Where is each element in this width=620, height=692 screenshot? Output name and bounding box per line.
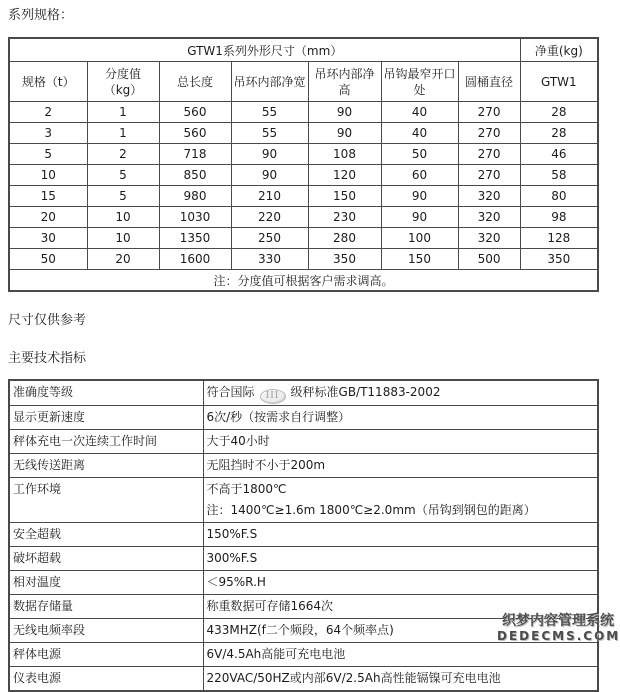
- tech-label: 无线电频率段: [9, 619, 203, 643]
- dims-cell: 150: [308, 186, 381, 207]
- dims-cell: 108: [308, 144, 381, 165]
- tech-value: [203, 523, 598, 547]
- tech-value-line: 6次/秒（按需求自行调整）: [206, 410, 351, 424]
- dims-row: [9, 207, 598, 228]
- dims-cell: 58: [520, 165, 598, 186]
- dims-cell: 28: [520, 123, 598, 144]
- tech-value-prefix: 符合国际: [206, 385, 255, 399]
- tech-row: [9, 571, 598, 595]
- dims-cell: 40: [381, 123, 458, 144]
- dims-cell: 230: [308, 207, 381, 228]
- dims-row: [9, 186, 598, 207]
- tech-row: [9, 406, 598, 430]
- tech-value: [203, 547, 598, 571]
- tech-value-line: 300%F.S: [206, 551, 258, 565]
- tech-row: [9, 643, 598, 667]
- tech-label: 安全超载: [9, 523, 203, 547]
- watermark-line1: 织梦内容管理系统: [502, 613, 614, 629]
- dims-cell: 320: [458, 207, 520, 228]
- dims-col-header: GTW1: [520, 62, 598, 102]
- dims-cell: 500: [458, 249, 520, 270]
- tech-value-line: 称重数据可存储1664次: [206, 599, 334, 613]
- dims-cell: 2: [9, 102, 87, 123]
- dims-cell: 320: [458, 228, 520, 249]
- dims-cell: 980: [159, 186, 231, 207]
- tech-value: [203, 667, 598, 692]
- dims-col-header: 吊钩最窄开口处: [381, 62, 458, 102]
- tech-label: 无线传送距离: [9, 454, 203, 478]
- dims-cell: 55: [231, 102, 308, 123]
- dims-cell: 20: [87, 249, 159, 270]
- dims-cell: 320: [458, 186, 520, 207]
- dims-row: [9, 102, 598, 123]
- dims-row: [9, 249, 598, 270]
- tech-row: [9, 430, 598, 454]
- dims-cell: 270: [458, 123, 520, 144]
- tech-label: 仪表电源: [9, 667, 203, 692]
- tech-indicators-title: 主要技术指标: [8, 351, 87, 366]
- dims-cell: 350: [520, 249, 598, 270]
- dims-cell: 270: [458, 102, 520, 123]
- dims-cell: 560: [159, 123, 231, 144]
- dims-cell: 90: [308, 123, 381, 144]
- dims-title-row: [9, 38, 598, 62]
- tech-value: [203, 643, 598, 667]
- dims-row: [9, 228, 598, 249]
- tech-row: [9, 547, 598, 571]
- dims-cell: 2: [87, 144, 159, 165]
- tech-value: [203, 478, 598, 523]
- tech-value: [203, 454, 598, 478]
- tech-label: 秤体充电一次连续工作时间: [9, 430, 203, 454]
- dims-cell: 46: [520, 144, 598, 165]
- dims-cell: 128: [520, 228, 598, 249]
- dims-cell: 5: [87, 165, 159, 186]
- dims-cell: 350: [308, 249, 381, 270]
- dims-cell: 330: [231, 249, 308, 270]
- dims-cell: 1030: [159, 207, 231, 228]
- dims-cell: 15: [9, 186, 87, 207]
- tech-table: [8, 379, 599, 692]
- dims-cell: 28: [520, 102, 598, 123]
- tech-value: [203, 595, 598, 619]
- tech-value: [203, 430, 598, 454]
- tech-value-line: 6V/4.5Ah高能可充电电池: [206, 647, 346, 661]
- tech-label: 秤体电源: [9, 643, 203, 667]
- series-spec-label: 系列规格：: [8, 8, 74, 23]
- dims-cell: 90: [381, 186, 458, 207]
- tech-row: [9, 454, 598, 478]
- dims-footnote: 注：分度值可根据客户需求调高。: [9, 270, 598, 292]
- tech-row: [9, 478, 598, 523]
- dims-row: [9, 144, 598, 165]
- dims-cell: 270: [458, 165, 520, 186]
- tech-row: [9, 380, 598, 406]
- dims-cell: 210: [231, 186, 308, 207]
- tech-value-line: 220VAC/50HZ或内部6V/2.5Ah高性能镉镍可充电电池: [206, 671, 501, 685]
- dims-cell: 60: [381, 165, 458, 186]
- dimensions-table: [8, 37, 599, 292]
- dims-cell: 3: [9, 123, 87, 144]
- dims-cell: 40: [381, 102, 458, 123]
- tech-value-line: 注：1400℃≥1.6m 1800℃≥2.0mm（吊钩到钢包的距离）: [206, 503, 536, 517]
- tech-value-line: 433MHZ(f二个频段，64个频率点): [206, 623, 394, 637]
- tech-row: [9, 595, 598, 619]
- dims-col-header: 吊环内部净宽: [231, 62, 308, 102]
- dims-col-header: 规格（t）: [9, 62, 87, 102]
- tech-label: 工作环境: [9, 478, 203, 523]
- dims-cell: 55: [231, 123, 308, 144]
- dims-table-title: GTW1系列外形尺寸（mm）: [9, 38, 520, 62]
- dims-cell: 718: [159, 144, 231, 165]
- dims-cell: 1: [87, 102, 159, 123]
- dims-col-header: 分度值（kg）: [87, 62, 159, 102]
- dims-cell: 10: [87, 228, 159, 249]
- dims-cell: 250: [231, 228, 308, 249]
- dims-cell: 120: [308, 165, 381, 186]
- dims-cell: 90: [381, 207, 458, 228]
- tech-label: 破坏超载: [9, 547, 203, 571]
- tech-value-line: ＜95%R.H: [206, 575, 266, 589]
- dims-cell: 150: [381, 249, 458, 270]
- tech-row: [9, 619, 598, 643]
- dims-cell: 80: [520, 186, 598, 207]
- tech-label: 准确度等级: [9, 380, 203, 406]
- watermark-line2: DEDECMS.COM: [497, 629, 620, 643]
- tech-label: 显示更新速度: [9, 406, 203, 430]
- dims-cell: 270: [458, 144, 520, 165]
- tech-value-line: 大于40小时: [206, 434, 270, 448]
- dims-cell: 90: [231, 144, 308, 165]
- dims-cell: 98: [520, 207, 598, 228]
- tech-row: [9, 667, 598, 692]
- dims-cell: 850: [159, 165, 231, 186]
- dims-col-header: 吊环内部净高: [308, 62, 381, 102]
- dims-cell: 5: [87, 186, 159, 207]
- tech-label: 相对温度: [9, 571, 203, 595]
- tech-value-line: 150%F.S: [206, 527, 258, 541]
- net-weight-header: 净重(kg): [520, 38, 598, 62]
- dims-cell: 280: [308, 228, 381, 249]
- tech-value-line: 不高于1800℃: [206, 482, 287, 496]
- dims-footnote-row: [9, 270, 598, 292]
- dims-cell: 20: [9, 207, 87, 228]
- dims-cell: 90: [308, 102, 381, 123]
- dims-cell: 10: [87, 207, 159, 228]
- dims-cell: 10: [9, 165, 87, 186]
- dims-cell: 220: [231, 207, 308, 228]
- dims-cell: 50: [381, 144, 458, 165]
- dims-cell: 90: [231, 165, 308, 186]
- tech-value: [203, 571, 598, 595]
- dims-row: [9, 165, 598, 186]
- tech-value-suffix: 级秤标准GB/T11883-2002: [290, 385, 441, 399]
- dims-reference-note: 尺寸仅供参考: [8, 313, 87, 328]
- tech-label: 数据存储量: [9, 595, 203, 619]
- dims-col-header: 圆桶直径: [458, 62, 520, 102]
- dims-cell: 5: [9, 144, 87, 165]
- dims-cell: 30: [9, 228, 87, 249]
- dims-cell: 50: [9, 249, 87, 270]
- dims-cell: 560: [159, 102, 231, 123]
- dims-column-header-row: [9, 62, 598, 102]
- dims-row: [9, 123, 598, 144]
- tech-row: [9, 523, 598, 547]
- dims-col-header: 总长度: [159, 62, 231, 102]
- dims-cell: 100: [381, 228, 458, 249]
- tech-value: [203, 406, 598, 430]
- dims-cell: 1350: [159, 228, 231, 249]
- tech-value: [203, 380, 598, 406]
- tech-value-line: 无阻挡时不小于200m: [206, 458, 326, 472]
- tech-value: [203, 619, 598, 643]
- dims-cell: 1600: [159, 249, 231, 270]
- class-iii-symbol-icon: III: [260, 389, 286, 404]
- dims-cell: 1: [87, 123, 159, 144]
